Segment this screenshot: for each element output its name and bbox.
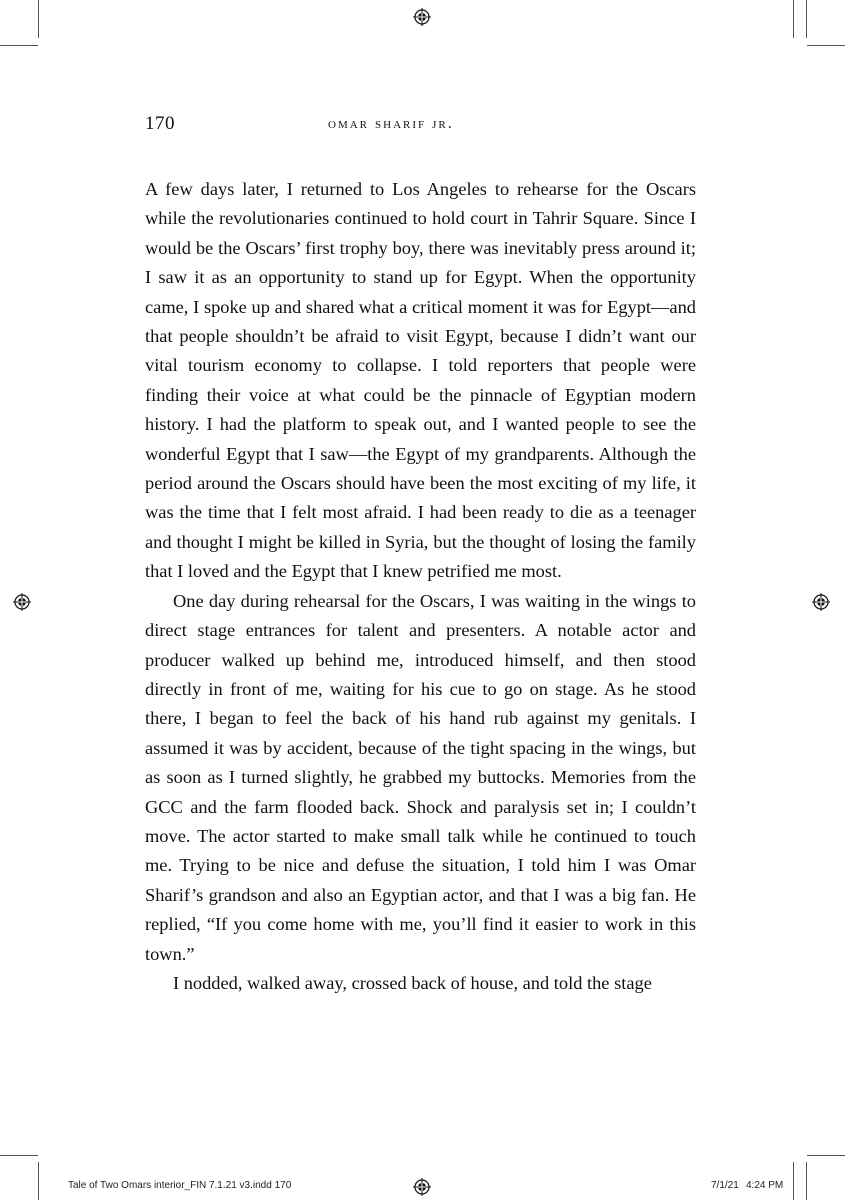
- crop-mark: [807, 1155, 845, 1156]
- crop-mark: [38, 0, 39, 38]
- slug-time: 4:24 PM: [746, 1180, 784, 1191]
- crop-mark: [793, 1162, 794, 1200]
- paragraph: I nodded, walked away, crossed back of house, and told the stage: [173, 972, 652, 993]
- slug-date: 7/1/21: [711, 1180, 739, 1191]
- registration-target-icon: [413, 1178, 431, 1196]
- crop-mark: [793, 0, 794, 38]
- registration-target-icon: [812, 593, 830, 611]
- running-head: omar sharif jr.: [328, 115, 454, 132]
- paragraph: One day during rehearsal for the Oscars, I was waiting in the wings to direct stage entrances for talent and presenters. A notable actor and producer walked up behind me, introduced himself, and then stood directly in front of me, waiting for his cue to go on stage. As he stood there, I began to feel the back of his hand rub against my genitals. I assumed it was by accident, because of the tight spacing in the wings, but as soon as I turned slightly, he grabbed my buttocks. Memories from the GCC and the farm flooded back. Shock and paralysis set in; I couldn’t move. The actor started to make small talk while he continued to touch me. Trying to be nice and defuse the situation, I told him I was Omar Sharif’s grandson and also an Egyptian actor, and that I was a big fan. He replied, “If you come home with me, you’ll find it easier to work in this town.”: [145, 590, 696, 964]
- registration-target-icon: [13, 593, 31, 611]
- paragraph: A few days later, I returned to Los Angeles to rehearse for the Oscars while the revolutionaries continued to hold court in Tahrir Square. Since I would be the Oscars’ first trophy boy, there was inevitably press around it; I saw it as an opportunity to stand up for Egypt. When the opportunity came, I spoke up and shared what a critical moment it was for Egypt—and that people shouldn’t be afraid to visit Egypt, because I didn’t want our vital tourism economy to collapse. I told reporters that people were finding their voice at what could be the pinnacle of Egyptian modern history. I had the platform to speak out, and I wanted people to see the wonderful Egypt that I saw—the Egypt of my grandparents. Although the period around the Oscars should have been the most exciting of my life, it was the time that I felt most afraid. I had been ready to die as a teenager and thought I might be killed in Syria, but the thought of losing the family that I loved and the Egypt that I knew petrified me most.: [145, 179, 696, 582]
- page-number: 170: [145, 113, 175, 134]
- registration-target-icon: [413, 8, 431, 26]
- crop-mark: [0, 45, 38, 46]
- crop-mark: [0, 1155, 38, 1156]
- crop-mark: [807, 45, 845, 46]
- body-text: [145, 175, 696, 998]
- crop-mark: [38, 1162, 39, 1200]
- crop-mark: [806, 0, 807, 38]
- slug-filename: Tale of Two Omars interior_FIN 7.1.21 v3.indd 170: [68, 1180, 292, 1191]
- crop-mark: [806, 1162, 807, 1200]
